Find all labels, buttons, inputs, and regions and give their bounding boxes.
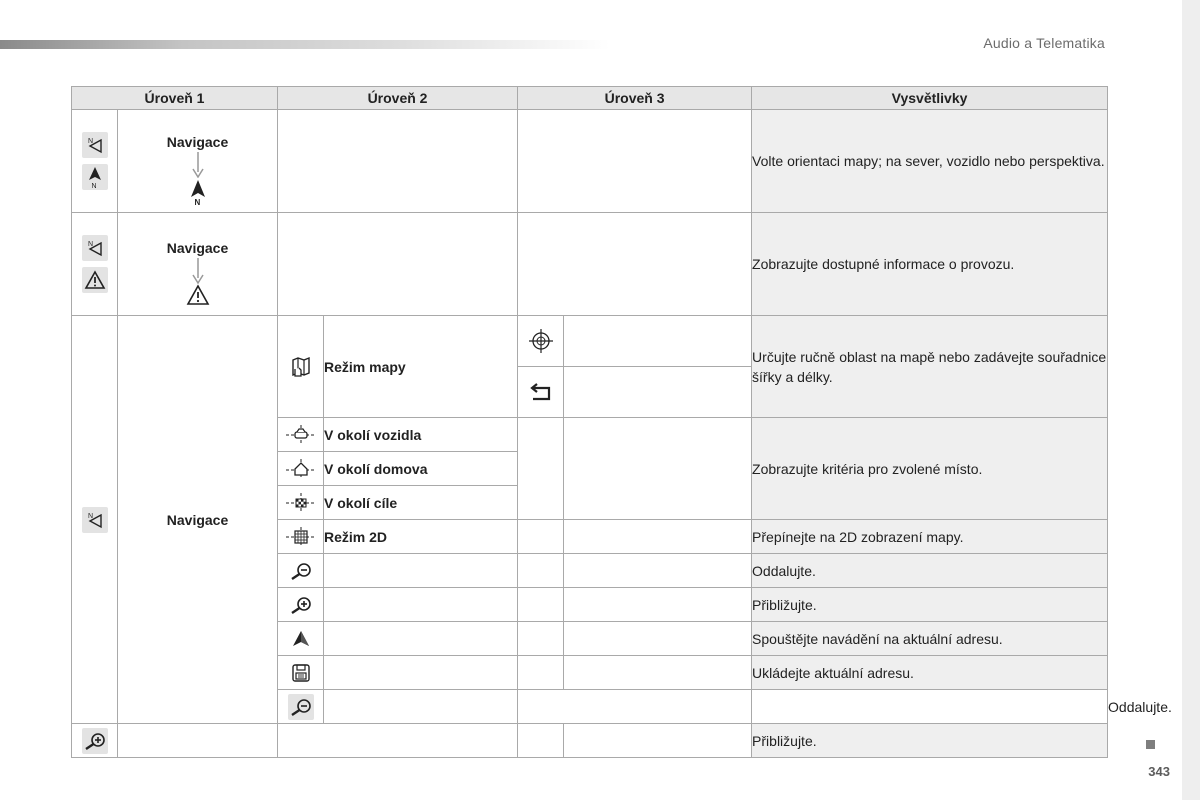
grid-2d-icon <box>278 520 324 554</box>
table-row <box>72 724 1108 758</box>
destination-flag-icon <box>278 486 324 520</box>
map-mode-icon <box>278 316 324 418</box>
empty-cell <box>278 213 518 316</box>
zoom-out-icon <box>278 554 324 588</box>
down-arrow-icon <box>192 258 204 284</box>
table-row: Oddalujte. <box>72 690 1108 724</box>
page-number: 343 <box>1148 764 1170 779</box>
explanation-orientation: Volte orientaci mapy; na sever, vozidlo nebo perspektiva. <box>752 110 1108 213</box>
zoom-in-icon-cell <box>72 724 118 758</box>
svg-text:N: N <box>87 512 93 520</box>
empty-cell <box>118 724 278 758</box>
near-vehicle-label: V okolí vozidla <box>324 418 518 452</box>
nav-menu-icon <box>82 235 108 261</box>
empty-cell <box>518 690 752 724</box>
header-explanations: Vysvětlivky <box>752 87 1108 110</box>
navigation-cell <box>118 213 278 316</box>
empty-cell <box>518 213 752 316</box>
empty-cell <box>518 588 564 622</box>
empty-cell <box>324 588 518 622</box>
explanation-zoom-in-2: Přibližujte. <box>752 724 1108 758</box>
empty-cell <box>564 520 752 554</box>
table-row <box>72 213 1108 316</box>
explanation-switch-2d: Přepínejte na 2D zobrazení mapy. <box>752 520 1108 554</box>
page-marker <box>1146 740 1155 749</box>
save-icon <box>278 656 324 690</box>
near-home-label: V okolí domova <box>324 452 518 486</box>
empty-cell <box>518 656 564 690</box>
empty-cell <box>518 724 564 758</box>
explanation-traffic: Zobrazujte dostupné informace o provozu. <box>752 213 1108 316</box>
north-arrow-icon <box>82 164 108 190</box>
empty-cell <box>518 110 752 213</box>
explanation-manual-area: Určujte ručně oblast na mapě nebo zadávejte souřadnice šířky a délky. <box>752 316 1108 418</box>
menu-table <box>71 86 1172 758</box>
nav-menu-icon <box>82 507 108 533</box>
empty-cell <box>518 520 564 554</box>
empty-cell <box>564 316 752 367</box>
orientation-icon-cell <box>72 110 118 213</box>
svg-text:N: N <box>91 183 97 189</box>
traffic-icon-cell <box>72 213 118 316</box>
guidance-arrow-icon <box>278 622 324 656</box>
empty-cell <box>564 554 752 588</box>
explanation-zoom-in: Přibližujte. <box>752 588 1108 622</box>
empty-cell <box>564 724 752 758</box>
header-gradient-bar <box>0 40 610 49</box>
table-row <box>72 110 1108 213</box>
zoom-in-icon <box>278 588 324 622</box>
empty-cell <box>278 110 518 213</box>
navigation-label: Navigace <box>166 240 229 256</box>
near-destination-label: V okolí cíle <box>324 486 518 520</box>
navigation-label: Navigace <box>166 134 229 150</box>
north-arrow-icon <box>187 178 209 206</box>
explanation-place-criteria: Zobrazujte kritéria pro zvolené místo. <box>752 418 1108 520</box>
navigation-cell <box>118 110 278 213</box>
warning-triangle-icon <box>82 267 108 293</box>
map-mode-label: Režim mapy <box>324 316 518 418</box>
empty-cell <box>324 656 518 690</box>
empty-cell <box>324 554 518 588</box>
mode-2d-label: Režim 2D <box>324 520 518 554</box>
zoom-in-icon <box>82 728 108 754</box>
empty-cell <box>564 367 752 418</box>
empty-cell <box>278 724 518 758</box>
zoom-out-icon-cell <box>278 690 324 724</box>
zoom-out-icon <box>288 694 314 720</box>
svg-text:N: N <box>87 241 93 248</box>
empty-cell <box>518 554 564 588</box>
empty-cell <box>518 622 564 656</box>
explanation-start-guidance: Spouštějte navádění na aktuální adresu. <box>752 622 1108 656</box>
empty-cell <box>564 418 752 520</box>
section-title: Audio a Telematika <box>983 35 1105 51</box>
warning-triangle-icon <box>186 284 210 306</box>
empty-cell <box>324 622 518 656</box>
crosshair-icon <box>518 316 564 367</box>
header-level-3: Úroveň 3 <box>518 87 752 110</box>
explanation-zoom-out: Oddalujte. <box>752 554 1108 588</box>
empty-cell <box>518 418 564 520</box>
nav-menu-icon <box>82 132 108 158</box>
vehicle-icon <box>278 418 324 452</box>
table-row <box>72 316 1108 367</box>
page-edge-strip <box>1182 0 1200 800</box>
down-arrow-icon <box>192 152 204 178</box>
table-header-row <box>72 87 1108 110</box>
nav-menu-icon-cell <box>72 316 118 724</box>
navigation-label: Navigace <box>118 316 278 724</box>
empty-cell <box>564 656 752 690</box>
svg-text:N: N <box>87 138 93 145</box>
svg-text:N: N <box>194 198 200 206</box>
empty-cell <box>324 690 518 724</box>
empty-cell <box>752 690 1108 724</box>
explanation-save-address: Ukládejte aktuální adresu. <box>752 656 1108 690</box>
home-icon <box>278 452 324 486</box>
empty-cell <box>564 588 752 622</box>
back-icon <box>518 367 564 418</box>
header-level-1: Úroveň 1 <box>72 87 278 110</box>
header-level-2: Úroveň 2 <box>278 87 518 110</box>
empty-cell <box>564 622 752 656</box>
